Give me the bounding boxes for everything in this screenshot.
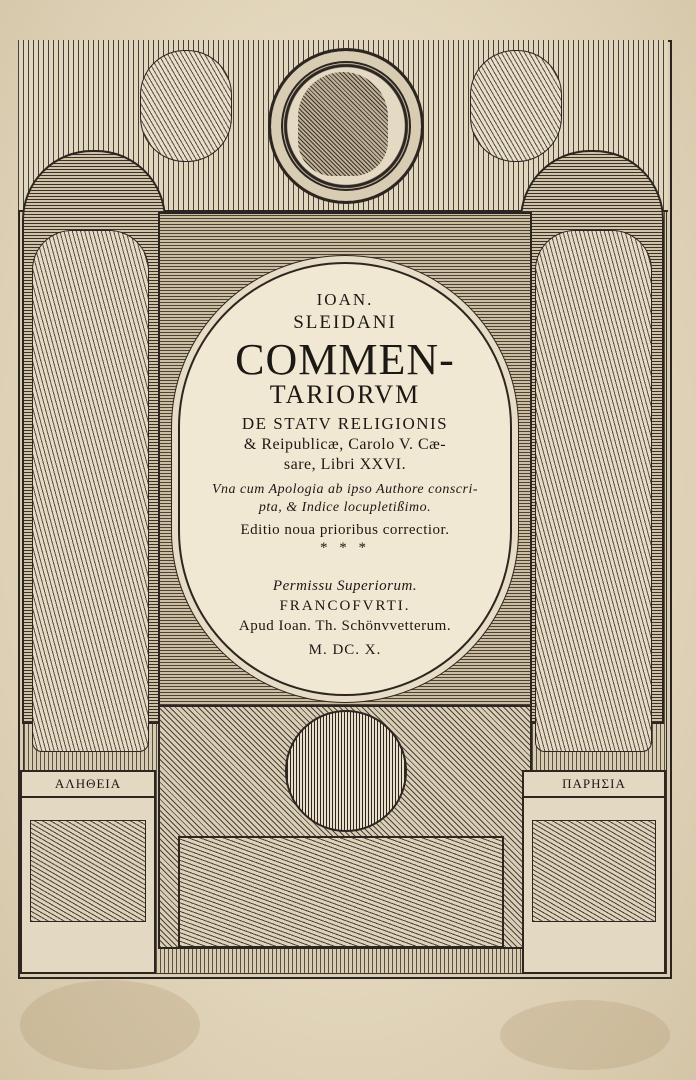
- title-books: sare, Libri XXVI.: [283, 456, 407, 473]
- subtitle-apology: Vna cum Apologia ab ipso Authore conscri-: [212, 482, 478, 497]
- paper-stain: [500, 1000, 670, 1070]
- title-cartouche: [178, 262, 512, 696]
- right-pedestal-scene: [532, 820, 656, 922]
- imprint-printer: Apud Ioan. Th. Schönvvetterum.: [238, 618, 452, 634]
- author-name: SLEIDANI: [293, 312, 397, 333]
- left-pedestal-scene: [30, 820, 146, 922]
- paper-stain: [20, 980, 200, 1070]
- emperor-portrait: [298, 72, 388, 176]
- left-pedestal: [20, 770, 156, 974]
- edition-note: Editio noua prioribus correctior.: [240, 522, 450, 538]
- battle-scene-panel: [178, 836, 504, 948]
- right-putto-trumpeter: [470, 50, 562, 162]
- permission-line: Permissu Superiorum.: [272, 578, 418, 594]
- author-prefix: IOAN.: [316, 290, 374, 309]
- title-continuation: TARIORVM: [269, 380, 421, 409]
- left-putto-trumpeter: [140, 50, 232, 162]
- imprint-date: M. DC. X.: [308, 642, 382, 658]
- imprint-city: FRANCOFVRTI.: [279, 598, 411, 614]
- truth-allegory-figure: [32, 230, 149, 752]
- asterism-ornament: * * *: [320, 540, 370, 556]
- left-plaque: ΑΛΗΘΕΙΑ: [22, 772, 154, 798]
- liberty-allegory-figure: [535, 230, 652, 752]
- title-subject: DE STATV RELIGIONIS: [241, 414, 449, 433]
- right-plaque: ΠΑΡΗΣΙΑ: [524, 772, 664, 798]
- right-pedestal: [522, 770, 666, 974]
- coat-of-arms: [285, 710, 407, 832]
- title-main: COMMEN-: [235, 335, 455, 384]
- title-republic: & Reipublicæ, Carolo V. Cæ-: [243, 436, 447, 453]
- subtitle-index: pta, & Indice locupletißimo.: [258, 500, 432, 515]
